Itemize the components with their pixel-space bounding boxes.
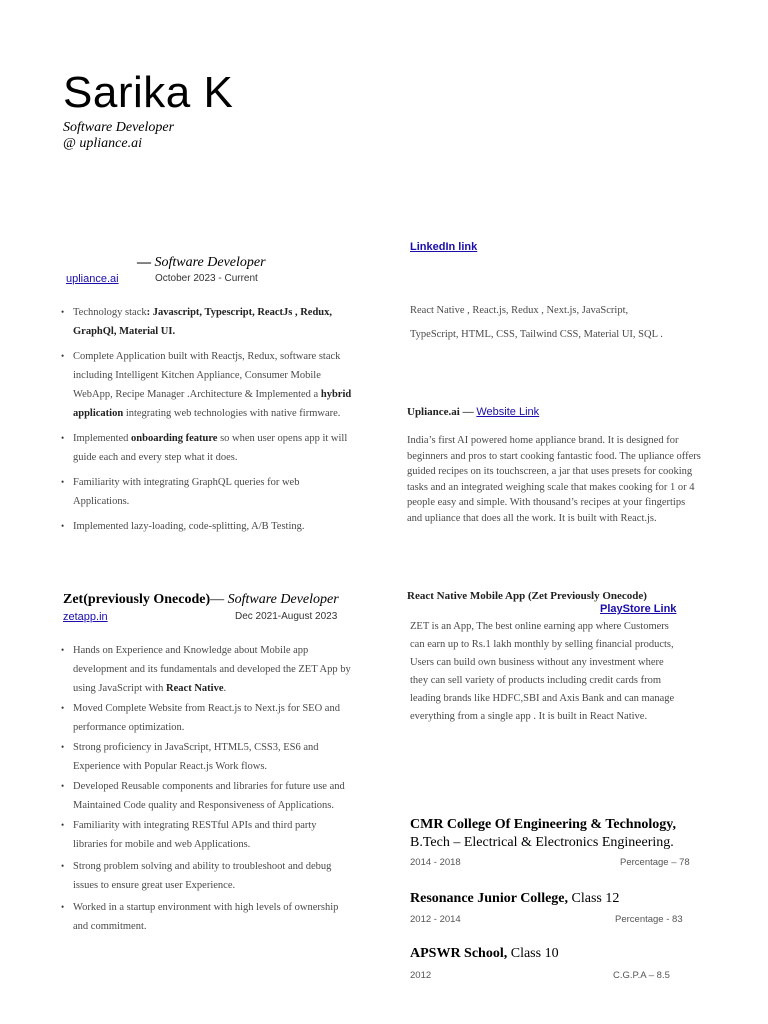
edu1-years: 2014 - 2018 [410,857,461,868]
edu2-degree: Class 12 [568,891,620,906]
job2-bullet-3: • Strong proficiency in JavaScript, HTML5, CSS3, ES6 and Experience with Popular React.js Work flows. [63,738,353,776]
job1-title [137,255,266,271]
skills-line-1: React Native , React.js, Redux , Next.js, JavaScript, [410,305,629,316]
job1-bullet-1: • Technology stack: Javascript, Typescript, ReactJs , Redux, GraphQl, Material UI. [63,303,353,341]
project1-name: Upliance.ai [407,406,460,418]
edu3-degree: Class 10 [507,946,559,961]
edu2-years: 2012 - 2014 [410,914,461,925]
edu2-score: Percentage - 83 [615,914,683,925]
job2-bullet-1: • Hands on Experience and Knowledge about Mobile app development and its fundamentals and developed the ZET App by using JavaScript with React Native. [63,641,353,698]
edu2-school: Resonance Junior College, [410,891,569,906]
job1-role: Software Developer [154,255,266,270]
job2-bullet-list [63,641,353,936]
job2-company: Zet(previously Onecode) [63,592,211,607]
job1-dash: — [137,255,155,270]
project2-playstore-link[interactable]: PlayStore Link [600,603,677,615]
project1-heading [407,406,539,418]
job2-bullet-5: • Familiarity with integrating RESTful APIs and third party libraries for mobile and web Applications. [63,816,353,854]
job2-title [63,592,339,608]
header-role: Software Developer [63,120,175,135]
job1-company-link[interactable]: upliance.ai [66,273,119,285]
job1-bullet-list [63,303,353,536]
job1-bullet-2: • Complete Application built with Reactjs, Redux, software stack including Intelligent Kitchen Appliance, Consumer Mobile WebApp, Recipe Manager .Architecture & Implemented a hybrid application integrating web technologies with native firmware. [63,347,353,423]
job2-bullet-2: • Moved Complete Website from React.js to Next.js for SEO and performance optimization. [63,699,353,737]
job1-bullet-4: • Familiarity with integrating GraphQL queries for web Applications. [63,473,353,511]
skills-line-2: TypeScript, HTML, CSS, Tailwind CSS, Material UI, SQL . [410,329,663,340]
edu1-score: Percentage – 78 [620,857,690,868]
job2-bullet-7: • Worked in a startup environment with high levels of ownership and commitment. [63,898,353,936]
edu1-degree: B.Tech – Electrical & Electronics Engineering. [410,835,674,850]
header-company: @ upliance.ai [63,136,142,151]
project1-description: India’s first AI powered home appliance brand. It is designed for beginners and pros to start cooking fantastic food. The upliance offers guided recipes on its touchscreen, a jar that uses presets for cooking tasks and an integrated weighing scale that makes cooking for 1 or 4 people easy and simple. With thousand’s recipes at your fingertips and upliance that does all the work. It is built with React.js. [407,435,701,524]
job1-bullet-5: • Implemented lazy-loading, code-splitting, A/B Testing. [63,517,353,536]
job2-dash: — [210,592,228,607]
edu2-heading [410,891,619,907]
job2-bullet-4: • Developed Reusable components and libraries for future use and Maintained Code quality and Responsiveness of Applications. [63,777,353,815]
job1-bullet-3: • Implemented onboarding feature so when user opens app it will guide each and every step what it does. [63,429,353,467]
edu3-years: 2012 [410,970,432,981]
project1-website-link[interactable]: Website Link [476,406,540,418]
project1-dash: — [459,406,477,418]
job2-company-link[interactable]: zetapp.in [63,611,108,623]
job1-dates: October 2023 - Current [155,273,258,284]
project2-title: React Native Mobile App (Zet Previously Onecode) [407,590,647,602]
job2-bullet-6: • Strong problem solving and ability to troubleshoot and debug issues to ensure great user Experience. [63,857,353,895]
job2-dates: Dec 2021-August 2023 [235,611,338,622]
edu3-heading [410,946,559,962]
edu3-score: C.G.P.A – 8.5 [613,970,670,981]
linkedin-link[interactable]: LinkedIn link [410,241,478,253]
job2-role: Software Developer [227,592,339,607]
candidate-name: Sarika K [63,68,234,117]
edu3-school: APSWR School, [410,946,508,961]
edu1-school: CMR College Of Engineering & Technology, [410,817,676,832]
project2-description: ZET is an App, The best online earning app where Customers can earn up to Rs.1 lakh monthly by selling financial products, Users can build own business without any investment where they can sell variety of products including credit cards from leading brands like HDFC,SBI and Axis Bank and can manage everything from a single app . It is built in React Native. [410,621,675,722]
